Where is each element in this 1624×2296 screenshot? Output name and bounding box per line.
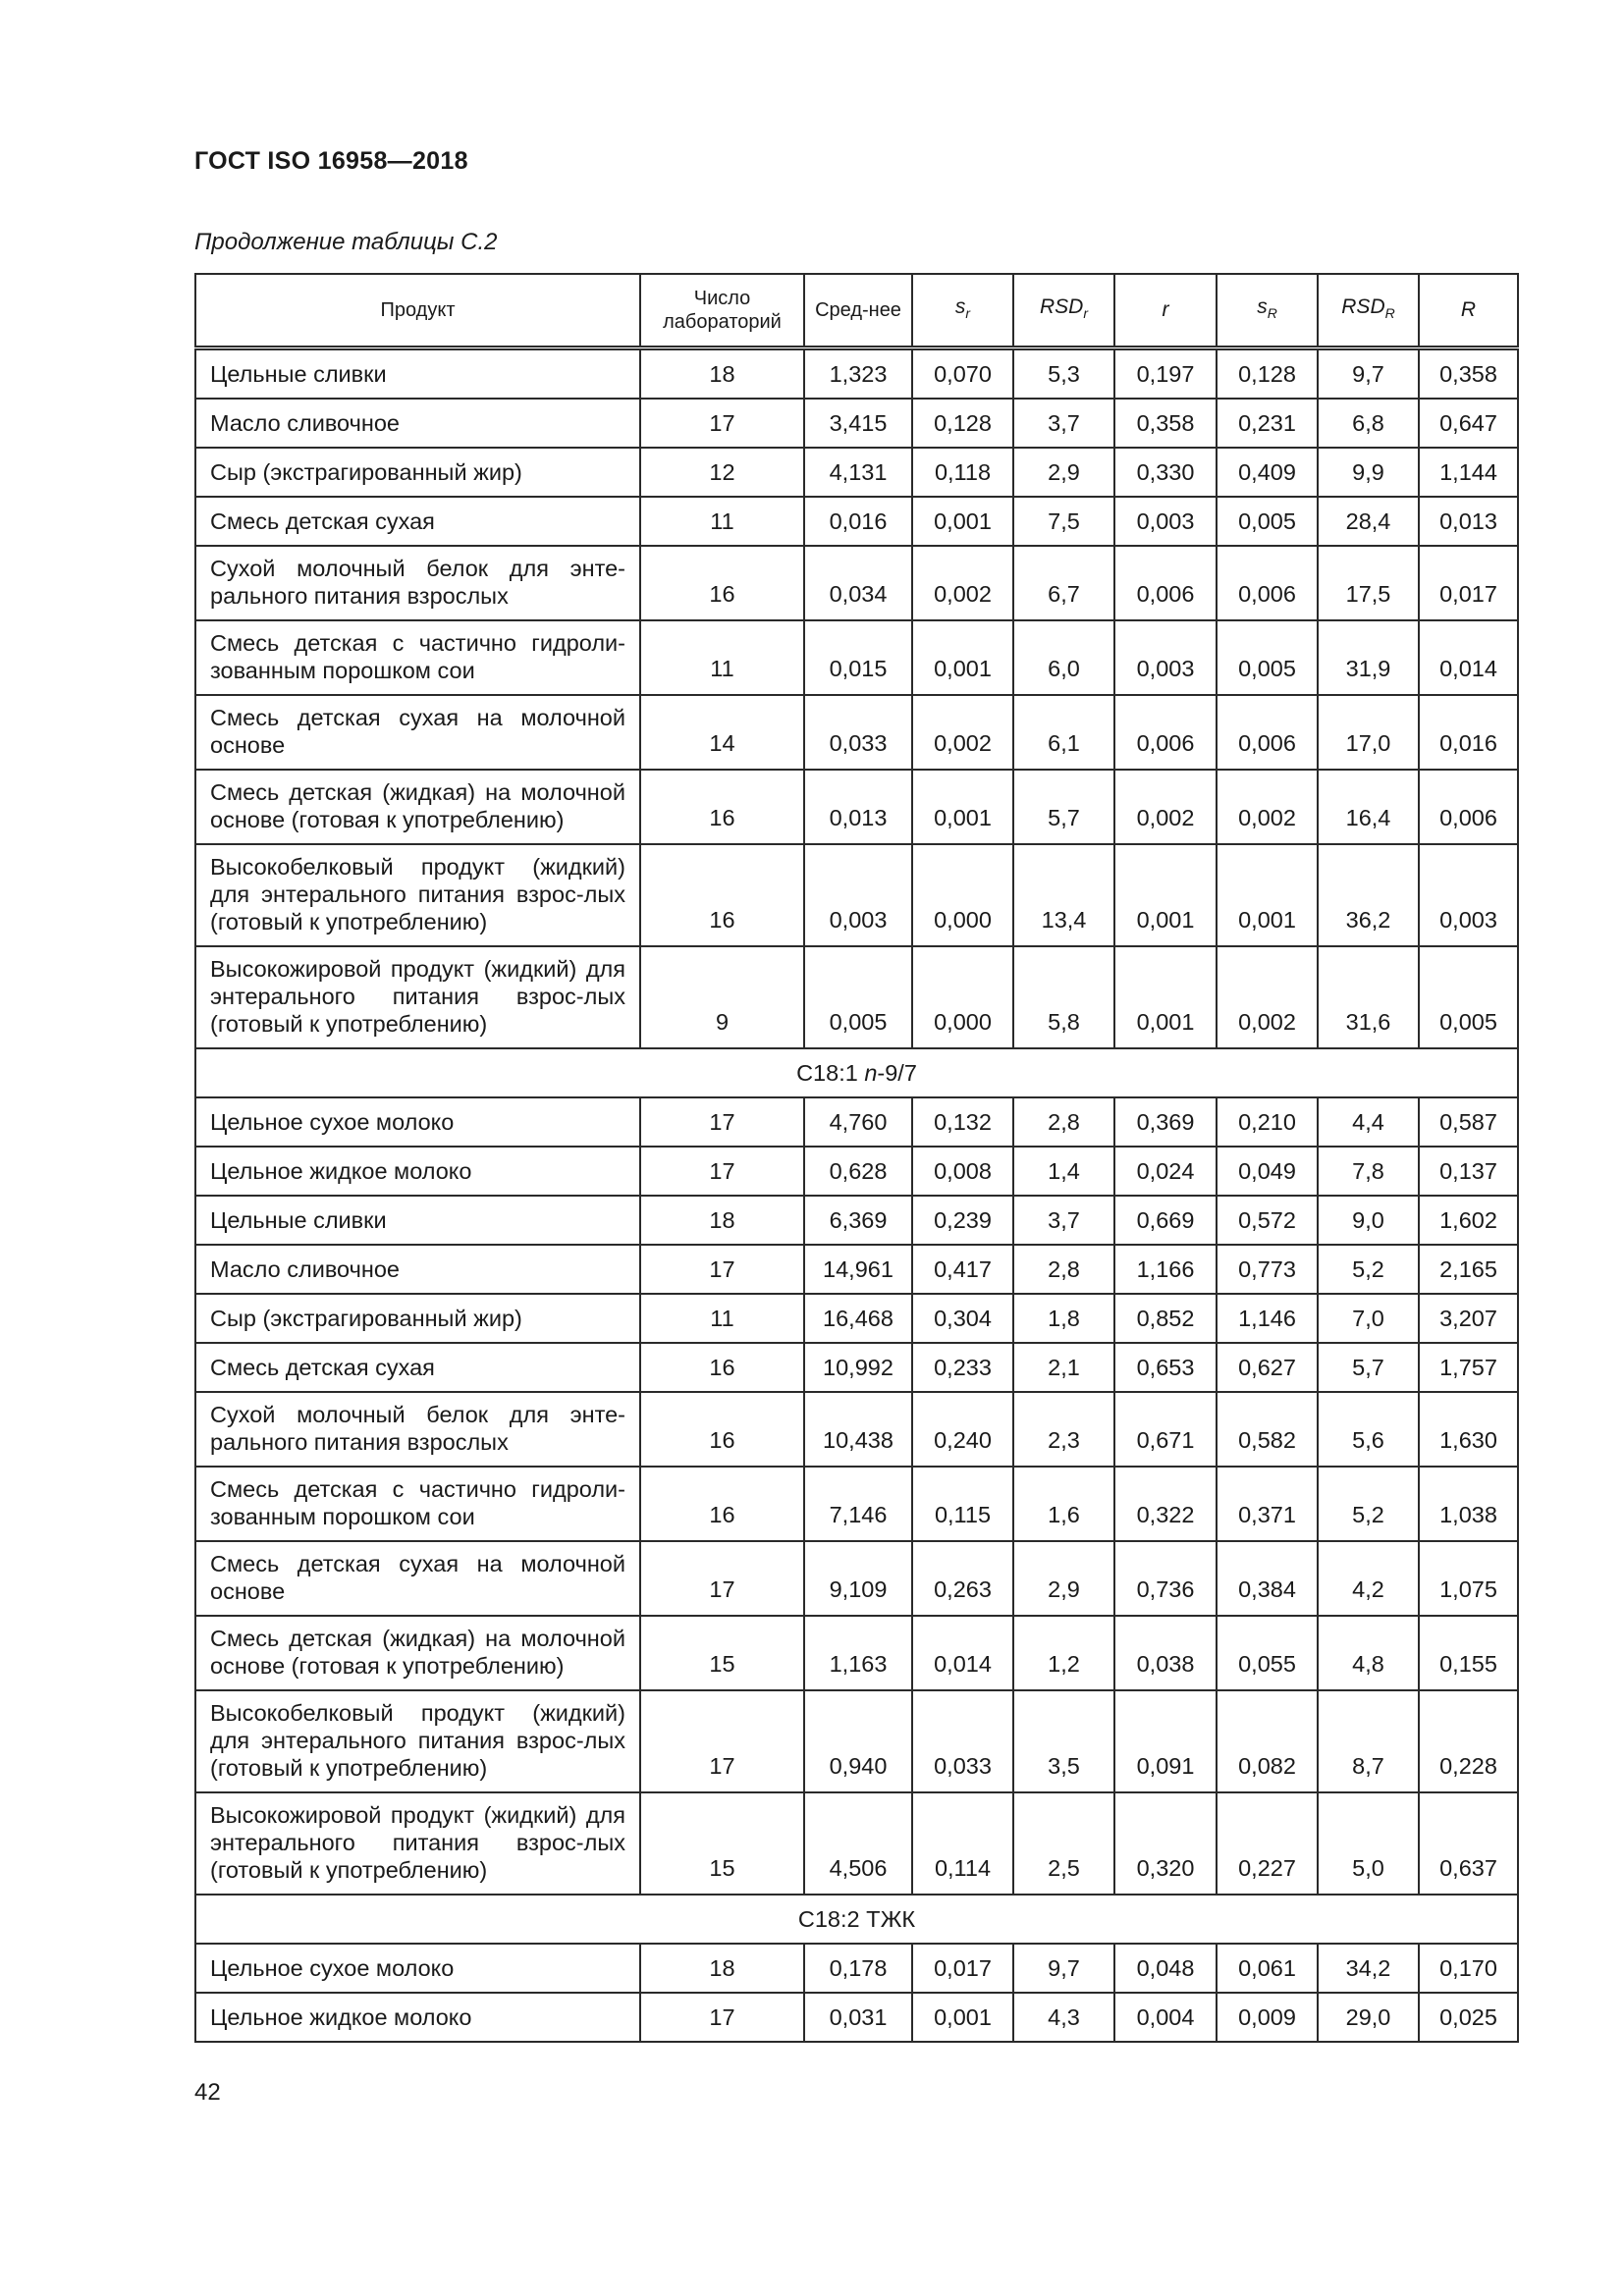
cell-sr: 0,239 — [912, 1196, 1013, 1245]
cell-rsdr: 1,8 — [1013, 1294, 1114, 1343]
cell-product: Смесь детская сухая на молочной основе — [195, 1541, 640, 1616]
cell-sr: 0,000 — [912, 946, 1013, 1048]
cell-sR: 0,002 — [1217, 770, 1318, 844]
cell-rsdR: 7,0 — [1318, 1294, 1419, 1343]
cell-sR: 0,210 — [1217, 1097, 1318, 1147]
col-header-R: R — [1419, 274, 1518, 348]
cell-sr: 0,001 — [912, 497, 1013, 546]
cell-labs: 18 — [640, 1196, 804, 1245]
cell-mean: 10,992 — [804, 1343, 912, 1392]
cell-product: Сухой молочный белок для энте-рального питания взрослых — [195, 1392, 640, 1467]
cell-rsdR: 9,0 — [1318, 1196, 1419, 1245]
cell-r: 0,038 — [1114, 1616, 1217, 1690]
cell-R: 0,025 — [1419, 1993, 1518, 2042]
table-row — [195, 1467, 1518, 1541]
cell-r: 0,671 — [1114, 1392, 1217, 1467]
cell-mean: 9,109 — [804, 1541, 912, 1616]
cell-r: 0,653 — [1114, 1343, 1217, 1392]
cell-rsdr: 9,7 — [1013, 1944, 1114, 1993]
cell-sr: 0,001 — [912, 1993, 1013, 2042]
cell-R: 2,165 — [1419, 1245, 1518, 1294]
cell-labs: 9 — [640, 946, 804, 1048]
cell-rsdR: 5,6 — [1318, 1392, 1419, 1467]
cell-labs: 15 — [640, 1616, 804, 1690]
cell-rsdr: 5,8 — [1013, 946, 1114, 1048]
cell-sr: 0,033 — [912, 1690, 1013, 1792]
cell-product: Цельное сухое молоко — [195, 1944, 640, 1993]
cell-mean: 0,628 — [804, 1147, 912, 1196]
cell-R: 0,016 — [1419, 695, 1518, 770]
cell-rsdR: 9,7 — [1318, 348, 1419, 400]
table-row — [195, 620, 1518, 695]
table-body — [195, 348, 1518, 2043]
table-row — [195, 448, 1518, 497]
table-caption: Продолжение таблицы С.2 — [194, 229, 498, 255]
cell-labs: 17 — [640, 1993, 804, 2042]
cell-R: 0,006 — [1419, 770, 1518, 844]
cell-rsdR: 5,0 — [1318, 1792, 1419, 1895]
cell-mean: 0,003 — [804, 844, 912, 946]
results-table — [194, 273, 1519, 2043]
table-row — [195, 1944, 1518, 1993]
cell-sR: 0,773 — [1217, 1245, 1318, 1294]
cell-sr: 0,128 — [912, 399, 1013, 448]
cell-rsdR: 17,5 — [1318, 546, 1419, 620]
cell-sr: 0,014 — [912, 1616, 1013, 1690]
cell-labs: 17 — [640, 1690, 804, 1792]
cell-sr: 0,002 — [912, 546, 1013, 620]
cell-sR: 0,082 — [1217, 1690, 1318, 1792]
cell-sR: 0,627 — [1217, 1343, 1318, 1392]
cell-product: Цельные сливки — [195, 1196, 640, 1245]
cell-rsdR: 5,7 — [1318, 1343, 1419, 1392]
cell-sr: 0,017 — [912, 1944, 1013, 1993]
col-header-mean: Сред-нее — [804, 274, 912, 348]
cell-sR: 1,146 — [1217, 1294, 1318, 1343]
cell-product: Цельное жидкое молоко — [195, 1147, 640, 1196]
section-header-row — [195, 1895, 1518, 1944]
cell-rsdR: 28,4 — [1318, 497, 1419, 546]
cell-labs: 16 — [640, 1467, 804, 1541]
table-row — [195, 1147, 1518, 1196]
cell-sr: 0,115 — [912, 1467, 1013, 1541]
cell-rsdr: 3,7 — [1013, 1196, 1114, 1245]
cell-labs: 17 — [640, 1541, 804, 1616]
table-row — [195, 1196, 1518, 1245]
col-header-labs: Число лабораторий — [640, 274, 804, 348]
cell-rsdR: 31,6 — [1318, 946, 1419, 1048]
cell-sR: 0,128 — [1217, 348, 1318, 400]
cell-R: 3,207 — [1419, 1294, 1518, 1343]
cell-rsdR: 34,2 — [1318, 1944, 1419, 1993]
col-header-product: Продукт — [195, 274, 640, 348]
cell-product: Смесь детская с частично гидроли-зованным порошком сои — [195, 1467, 640, 1541]
cell-product: Смесь детская (жидкая) на молочной основе (готовая к употреблению) — [195, 770, 640, 844]
cell-product: Смесь детская сухая — [195, 497, 640, 546]
cell-product: Высокобелковый продукт (жидкий) для энтерального питания взрос-лых (готовый к употреблению) — [195, 1690, 640, 1792]
cell-r: 0,002 — [1114, 770, 1217, 844]
cell-rsdr: 4,3 — [1013, 1993, 1114, 2042]
cell-mean: 10,438 — [804, 1392, 912, 1467]
cell-rsdr: 2,3 — [1013, 1392, 1114, 1467]
col-header-sR: $s_R$ — [1217, 274, 1318, 348]
cell-r: 0,358 — [1114, 399, 1217, 448]
cell-labs: 16 — [640, 770, 804, 844]
cell-r: 0,736 — [1114, 1541, 1217, 1616]
table-row — [195, 946, 1518, 1048]
cell-r: 0,001 — [1114, 946, 1217, 1048]
table-row — [195, 1616, 1518, 1690]
page-number: 42 — [194, 2079, 221, 2106]
cell-mean: 6,369 — [804, 1196, 912, 1245]
cell-R: 0,637 — [1419, 1792, 1518, 1895]
document-header: ГОСТ ISO 16958—2018 — [194, 147, 468, 175]
cell-product: Масло сливочное — [195, 399, 640, 448]
cell-rsdR: 8,7 — [1318, 1690, 1419, 1792]
cell-R: 1,602 — [1419, 1196, 1518, 1245]
table-row — [195, 1392, 1518, 1467]
cell-r: 0,369 — [1114, 1097, 1217, 1147]
cell-sr: 0,417 — [912, 1245, 1013, 1294]
cell-rsdr: 5,3 — [1013, 348, 1114, 400]
table-row — [195, 844, 1518, 946]
cell-mean: 0,940 — [804, 1690, 912, 1792]
cell-r: 0,006 — [1114, 546, 1217, 620]
table-row — [195, 399, 1518, 448]
cell-labs: 16 — [640, 546, 804, 620]
cell-rsdR: 29,0 — [1318, 1993, 1419, 2042]
cell-mean: 16,468 — [804, 1294, 912, 1343]
cell-labs: 17 — [640, 1147, 804, 1196]
cell-rsdr: 5,7 — [1013, 770, 1114, 844]
table-row — [195, 546, 1518, 620]
cell-sR: 0,005 — [1217, 620, 1318, 695]
cell-sr: 0,001 — [912, 620, 1013, 695]
cell-mean: 1,163 — [804, 1616, 912, 1690]
cell-rsdR: 4,4 — [1318, 1097, 1419, 1147]
table-row — [195, 770, 1518, 844]
cell-mean: 0,013 — [804, 770, 912, 844]
table-row — [195, 1541, 1518, 1616]
cell-R: 1,144 — [1419, 448, 1518, 497]
cell-mean: 14,961 — [804, 1245, 912, 1294]
cell-r: 0,669 — [1114, 1196, 1217, 1245]
cell-rsdR: 5,2 — [1318, 1467, 1419, 1541]
cell-rsdR: 16,4 — [1318, 770, 1419, 844]
cell-r: 0,006 — [1114, 695, 1217, 770]
cell-rsdR: 9,9 — [1318, 448, 1419, 497]
cell-sR: 0,371 — [1217, 1467, 1318, 1541]
cell-sr: 0,008 — [912, 1147, 1013, 1196]
cell-product: Смесь детская (жидкая) на молочной основе (готовая к употреблению) — [195, 1616, 640, 1690]
cell-mean: 0,016 — [804, 497, 912, 546]
cell-sR: 0,227 — [1217, 1792, 1318, 1895]
cell-R: 0,647 — [1419, 399, 1518, 448]
cell-R: 1,038 — [1419, 1467, 1518, 1541]
cell-sR: 0,055 — [1217, 1616, 1318, 1690]
cell-product: Высокожировой продукт (жидкий) для энтерального питания взрос-лых (готовый к употреблению) — [195, 1792, 640, 1895]
cell-sr: 0,070 — [912, 348, 1013, 400]
cell-r: 0,852 — [1114, 1294, 1217, 1343]
cell-labs: 11 — [640, 497, 804, 546]
cell-rsdr: 2,8 — [1013, 1245, 1114, 1294]
cell-rsdr: 2,9 — [1013, 1541, 1114, 1616]
cell-product: Высокобелковый продукт (жидкий) для энтерального питания взрос-лых (готовый к употреблению) — [195, 844, 640, 946]
col-header-rsdr: $RSD_r$ — [1013, 274, 1114, 348]
cell-labs: 17 — [640, 1245, 804, 1294]
cell-rsdR: 4,8 — [1318, 1616, 1419, 1690]
cell-R: 0,358 — [1419, 348, 1518, 400]
cell-labs: 17 — [640, 399, 804, 448]
table-row — [195, 1343, 1518, 1392]
cell-labs: 11 — [640, 1294, 804, 1343]
table-row — [195, 348, 1518, 400]
cell-sr: 0,001 — [912, 770, 1013, 844]
cell-R: 0,137 — [1419, 1147, 1518, 1196]
section-title: С18:1 n-9/7 — [195, 1048, 1518, 1097]
cell-labs: 17 — [640, 1097, 804, 1147]
cell-sR: 0,231 — [1217, 399, 1318, 448]
cell-labs: 11 — [640, 620, 804, 695]
cell-product: Высокожировой продукт (жидкий) для энтерального питания взрос-лых (готовый к употреблению) — [195, 946, 640, 1048]
cell-sr: 0,000 — [912, 844, 1013, 946]
table-row — [195, 1245, 1518, 1294]
cell-product: Смесь детская сухая — [195, 1343, 640, 1392]
cell-rsdR: 7,8 — [1318, 1147, 1419, 1196]
cell-rsdr: 2,1 — [1013, 1343, 1114, 1392]
cell-sR: 0,002 — [1217, 946, 1318, 1048]
table-row — [195, 497, 1518, 546]
cell-R: 1,630 — [1419, 1392, 1518, 1467]
cell-R: 1,075 — [1419, 1541, 1518, 1616]
cell-rsdR: 36,2 — [1318, 844, 1419, 946]
cell-R: 0,017 — [1419, 546, 1518, 620]
cell-r: 0,004 — [1114, 1993, 1217, 2042]
cell-r: 1,166 — [1114, 1245, 1217, 1294]
cell-mean: 0,033 — [804, 695, 912, 770]
cell-sR: 0,001 — [1217, 844, 1318, 946]
cell-rsdr: 1,4 — [1013, 1147, 1114, 1196]
cell-r: 0,330 — [1114, 448, 1217, 497]
cell-r: 0,003 — [1114, 497, 1217, 546]
table-row — [195, 1993, 1518, 2042]
cell-R: 0,003 — [1419, 844, 1518, 946]
cell-r: 0,197 — [1114, 348, 1217, 400]
cell-mean: 7,146 — [804, 1467, 912, 1541]
cell-labs: 16 — [640, 844, 804, 946]
cell-product: Смесь детская сухая на молочной основе — [195, 695, 640, 770]
cell-R: 0,155 — [1419, 1616, 1518, 1690]
cell-sr: 0,240 — [912, 1392, 1013, 1467]
cell-rsdr: 3,5 — [1013, 1690, 1114, 1792]
cell-sR: 0,384 — [1217, 1541, 1318, 1616]
cell-mean: 0,034 — [804, 546, 912, 620]
cell-labs: 16 — [640, 1392, 804, 1467]
cell-rsdr: 2,9 — [1013, 448, 1114, 497]
cell-sr: 0,002 — [912, 695, 1013, 770]
cell-labs: 14 — [640, 695, 804, 770]
cell-R: 0,228 — [1419, 1690, 1518, 1792]
cell-sR: 0,061 — [1217, 1944, 1318, 1993]
cell-rsdR: 5,2 — [1318, 1245, 1419, 1294]
cell-mean: 3,415 — [804, 399, 912, 448]
cell-sR: 0,005 — [1217, 497, 1318, 546]
table-row — [195, 1792, 1518, 1895]
cell-rsdR: 6,8 — [1318, 399, 1419, 448]
cell-product: Сыр (экстрагированный жир) — [195, 1294, 640, 1343]
table-header-row — [195, 274, 1518, 348]
cell-R: 0,005 — [1419, 946, 1518, 1048]
cell-sr: 0,263 — [912, 1541, 1013, 1616]
cell-r: 0,001 — [1114, 844, 1217, 946]
section-header-row — [195, 1048, 1518, 1097]
cell-product: Сухой молочный белок для энте-рального питания взрослых — [195, 546, 640, 620]
cell-product: Сыр (экстрагированный жир) — [195, 448, 640, 497]
cell-mean: 0,015 — [804, 620, 912, 695]
cell-R: 0,013 — [1419, 497, 1518, 546]
cell-product: Смесь детская с частично гидроли-зованным порошком сои — [195, 620, 640, 695]
cell-rsdR: 4,2 — [1318, 1541, 1419, 1616]
cell-rsdr: 6,1 — [1013, 695, 1114, 770]
col-header-sr: $s_r$ — [912, 274, 1013, 348]
cell-sR: 0,572 — [1217, 1196, 1318, 1245]
cell-labs: 12 — [640, 448, 804, 497]
cell-sR: 0,006 — [1217, 546, 1318, 620]
cell-mean: 0,178 — [804, 1944, 912, 1993]
cell-r: 0,024 — [1114, 1147, 1217, 1196]
cell-sr: 0,118 — [912, 448, 1013, 497]
cell-r: 0,048 — [1114, 1944, 1217, 1993]
cell-mean: 0,005 — [804, 946, 912, 1048]
col-header-r: r — [1114, 274, 1217, 348]
cell-rsdr: 2,5 — [1013, 1792, 1114, 1895]
cell-r: 0,003 — [1114, 620, 1217, 695]
cell-rsdr: 7,5 — [1013, 497, 1114, 546]
table-row — [195, 1097, 1518, 1147]
cell-rsdR: 17,0 — [1318, 695, 1419, 770]
cell-r: 0,322 — [1114, 1467, 1217, 1541]
cell-R: 1,757 — [1419, 1343, 1518, 1392]
cell-R: 0,587 — [1419, 1097, 1518, 1147]
cell-sR: 0,582 — [1217, 1392, 1318, 1467]
cell-product: Масло сливочное — [195, 1245, 640, 1294]
cell-sr: 0,304 — [912, 1294, 1013, 1343]
cell-rsdr: 2,8 — [1013, 1097, 1114, 1147]
cell-labs: 18 — [640, 1944, 804, 1993]
cell-sR: 0,409 — [1217, 448, 1318, 497]
cell-rsdr: 3,7 — [1013, 399, 1114, 448]
cell-rsdr: 6,7 — [1013, 546, 1114, 620]
cell-mean: 4,131 — [804, 448, 912, 497]
cell-rsdr: 13,4 — [1013, 844, 1114, 946]
col-header-rsdR: $RSD_R$ — [1318, 274, 1419, 348]
cell-sR: 0,006 — [1217, 695, 1318, 770]
cell-r: 0,091 — [1114, 1690, 1217, 1792]
cell-mean: 4,506 — [804, 1792, 912, 1895]
cell-r: 0,320 — [1114, 1792, 1217, 1895]
table-row — [195, 695, 1518, 770]
cell-product: Цельные сливки — [195, 348, 640, 400]
cell-labs: 16 — [640, 1343, 804, 1392]
cell-R: 0,170 — [1419, 1944, 1518, 1993]
cell-rsdr: 1,2 — [1013, 1616, 1114, 1690]
cell-sR: 0,049 — [1217, 1147, 1318, 1196]
cell-mean: 0,031 — [804, 1993, 912, 2042]
cell-sR: 0,009 — [1217, 1993, 1318, 2042]
cell-rsdr: 6,0 — [1013, 620, 1114, 695]
cell-mean: 1,323 — [804, 348, 912, 400]
cell-labs: 15 — [640, 1792, 804, 1895]
table-row — [195, 1690, 1518, 1792]
cell-product: Цельное жидкое молоко — [195, 1993, 640, 2042]
cell-sr: 0,132 — [912, 1097, 1013, 1147]
table-row — [195, 1294, 1518, 1343]
cell-mean: 4,760 — [804, 1097, 912, 1147]
cell-sr: 0,114 — [912, 1792, 1013, 1895]
cell-rsdR: 31,9 — [1318, 620, 1419, 695]
section-title: С18:2 ТЖК — [195, 1895, 1518, 1944]
cell-rsdr: 1,6 — [1013, 1467, 1114, 1541]
cell-labs: 18 — [640, 348, 804, 400]
cell-product: Цельное сухое молоко — [195, 1097, 640, 1147]
cell-sr: 0,233 — [912, 1343, 1013, 1392]
cell-R: 0,014 — [1419, 620, 1518, 695]
